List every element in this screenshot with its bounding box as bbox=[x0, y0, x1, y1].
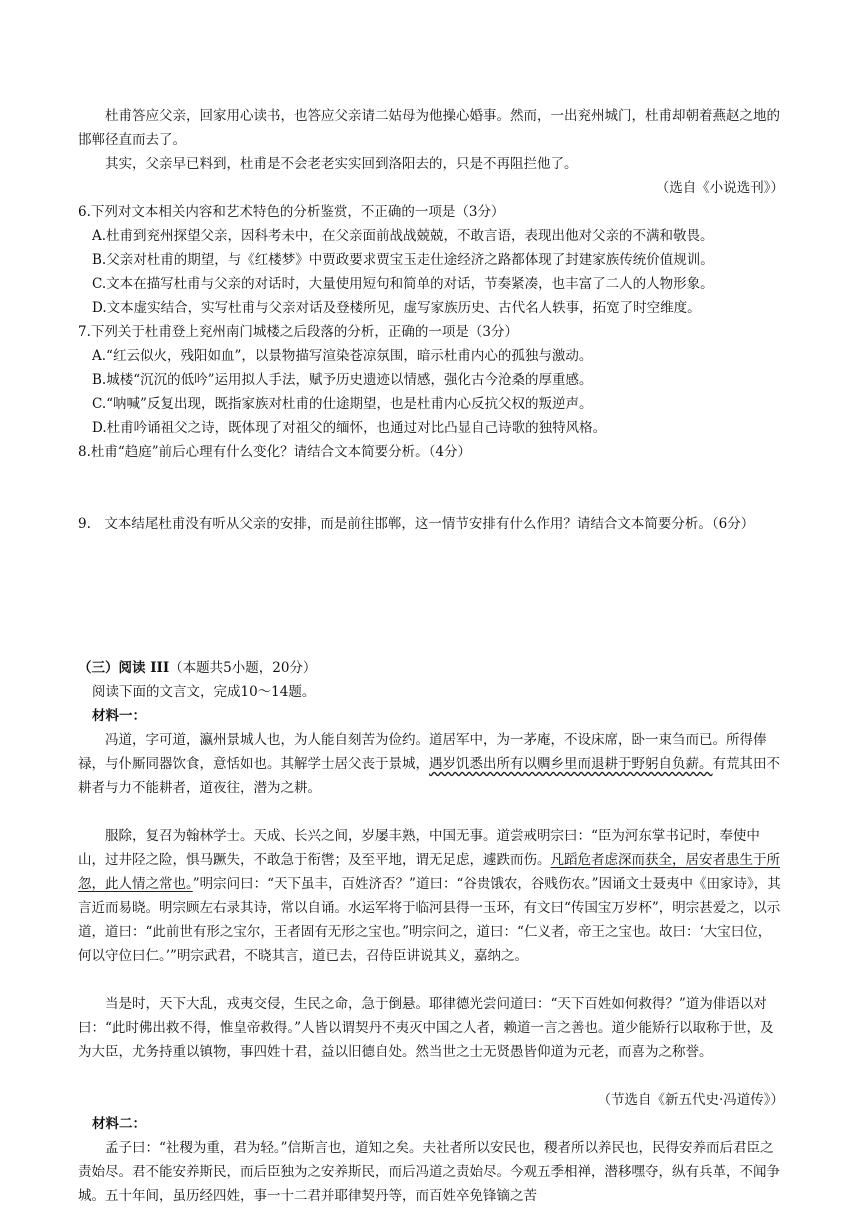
story-source: （选自《小说选刊》） bbox=[655, 180, 784, 196]
material-1-paragraph-2 bbox=[78, 824, 784, 968]
question-7-option-a: A.“红云似火，残阳如血”，以景物描写渲染苍凉氛围，暗示杜甫内心的孤独与激动。 bbox=[92, 348, 593, 364]
question-6-option-d: D.文本虚实结合，实写杜甫与父亲对话及登楼所见，虚写家族历史、古代名人轶事，拓宽了时空维度。 bbox=[92, 300, 701, 316]
question-7-option-b: B.城楼“沉沉的低吟”运用拟人手法，赋予历史遗迹以情感，强化古今沧桑的厚重感。 bbox=[92, 372, 593, 388]
material-1-text: 冯道，字可道，瀛州景城人也，为人能自刻苦为俭约。道居军中，为一茅庵，不设床席，卧一束刍而已。所得俸禄，与仆厮同器饮食，意恬如也。其解学士居父丧于景城， bbox=[78, 732, 767, 772]
material-1-source: （节选自《新五代史·冯道传》） bbox=[597, 1092, 784, 1108]
story-paragraph: 其实，父亲早已料到，杜甫是不会老老实实回到洛阳去的，只是不再阻拦他了。 bbox=[105, 156, 578, 172]
question-6-option-b: B.父亲对杜甫的期望，与《红楼梦》中贾政要求贾宝玉走仕途经济之路都体现了封建家族传统价值规训。 bbox=[92, 252, 714, 268]
question-7-stem: 7.下列关于杜甫登上兖州南门城楼之后段落的分析，正确的一项是（3分） bbox=[78, 324, 518, 340]
material-1-paragraph-3: 当是时，天下大乱，戎夷交侵，生民之命，急于倒悬。耶律德光尝问道曰：“天下百姓如何救得？”道为俳语以对曰：“此时佛出救不得，惟皇帝救得。”人皆以谓契丹不夷灭中国之人者，赖道一言之善也。道少能矫行以取称于世，及为大臣，尤务持重以镇物，事四姓十君，益以旧德自处。然当世之士无贤愚皆仰道为元老，而喜为之称誉。 bbox=[78, 996, 774, 1060]
question-6-stem: 6.下列对文本相关内容和艺术特色的分析鉴赏，不正确的一项是（3分） bbox=[78, 204, 505, 220]
story-paragraph: 杜甫答应父亲，回家用心读书，也答应父亲请二姑母为他操心婚事。然而，一出兖州城门，杜甫却朝着燕赵之地的邯郸径直而去了。 bbox=[78, 108, 780, 148]
question-7-option-c: C.“呐喊”反复出现，既指家族对杜甫的仕途期望，也是杜甫内心反抗父权的叛逆声。 bbox=[92, 396, 593, 412]
section-3-instruction: 阅读下面的文言文，完成10～14题。 bbox=[92, 684, 316, 700]
section-3-note: （本题共5小题，20分） bbox=[169, 660, 317, 676]
material-2-label: 材料二： bbox=[92, 1116, 146, 1132]
material-1-text: 服除，复召为翰林学士。天成、长兴之间，岁屡丰熟，中国无事。道尝戒明宗曰：“臣为河东掌书记时，奉使中山，过井陉之险，惧马蹶失，不敢急于衔辔；及至平地，谓无足虑，遽跌而伤。 bbox=[78, 828, 760, 868]
section-3-title: （三）阅读 III bbox=[78, 660, 170, 676]
material-1-paragraph-1 bbox=[78, 728, 784, 800]
question-6-option-c: C.文本在描写杜甫与父亲的对话时，大量使用短句和简单的对话，节奏紧凑，也丰富了二人的人物形象。 bbox=[92, 276, 714, 292]
underlined-sentence: 凡蹈危者虑深而获全，居安者患生于所忽，此人情之常也。 bbox=[78, 852, 780, 892]
question-6-option-a: A.杜甫到兖州探望父亲，因科考未中，在父亲面前战战兢兢，不敢言语，表现出他对父亲的不满和敬畏。 bbox=[92, 228, 714, 244]
question-8: 8.杜甫“趋庭”前后心理有什么变化？请结合文本简要分析。（4分） bbox=[78, 444, 472, 460]
section-3-heading bbox=[78, 656, 784, 680]
material-1-text: ”明宗问曰：“天下虽丰，百姓济否？”道曰：“谷贵饿农，谷贱伤农。”因诵文士聂夷中《田家诗》，其言近而易晓。明宗顾左右录其诗，常以自诵。水运军将于临河县得一玉环，有文曰“传国宝万岁杯”，明宗甚爱之，以示道，道曰：“此前世有形之宝尔，王者固有无形之宝也。”明宗问之，道曰：“仁义者，帝王之宝也。故曰：‘大宝曰位，何以守位曰仁。’”明宗武君，不晓其言，道已去，召侍臣讲说其义，嘉纳之。 bbox=[78, 876, 781, 964]
wavy-underlined-sentence: 遇岁饥悉出所有以赒乡里而退耕于野躬自负薪。 bbox=[429, 756, 713, 772]
material-2-paragraph-1: 孟子曰：“社稷为重，君为轻。”信斯言也，道知之矣。夫社者所以安民也，稷者所以养民也，民得安养而后君臣之责始尽。君不能安养斯民，而后臣独为之安养斯民，而后冯道之责始尽。今观五季相禅，潜移嘿夺，纵有兵革，不闻争城。五十年间，虽历经四姓，事一十二君并耶律契丹等，而百姓卒免锋镝之苦 bbox=[78, 1140, 780, 1204]
material-1-label: 材料一： bbox=[92, 708, 146, 724]
question-7-option-d: D.杜甫吟诵祖父之诗，既体现了对祖父的缅怀，也通过对比凸显自己诗歌的独特风格。 bbox=[92, 420, 607, 436]
question-9: 9. 文本结尾杜甫没有听从父亲的安排，而是前往邯郸，这一情节安排有什么作用？请结合文本简要分析。（6分） bbox=[78, 516, 755, 532]
material-1-text: 有荒其田不耕者与力不能耕者，道夜往，潜为之耕。 bbox=[78, 756, 780, 796]
